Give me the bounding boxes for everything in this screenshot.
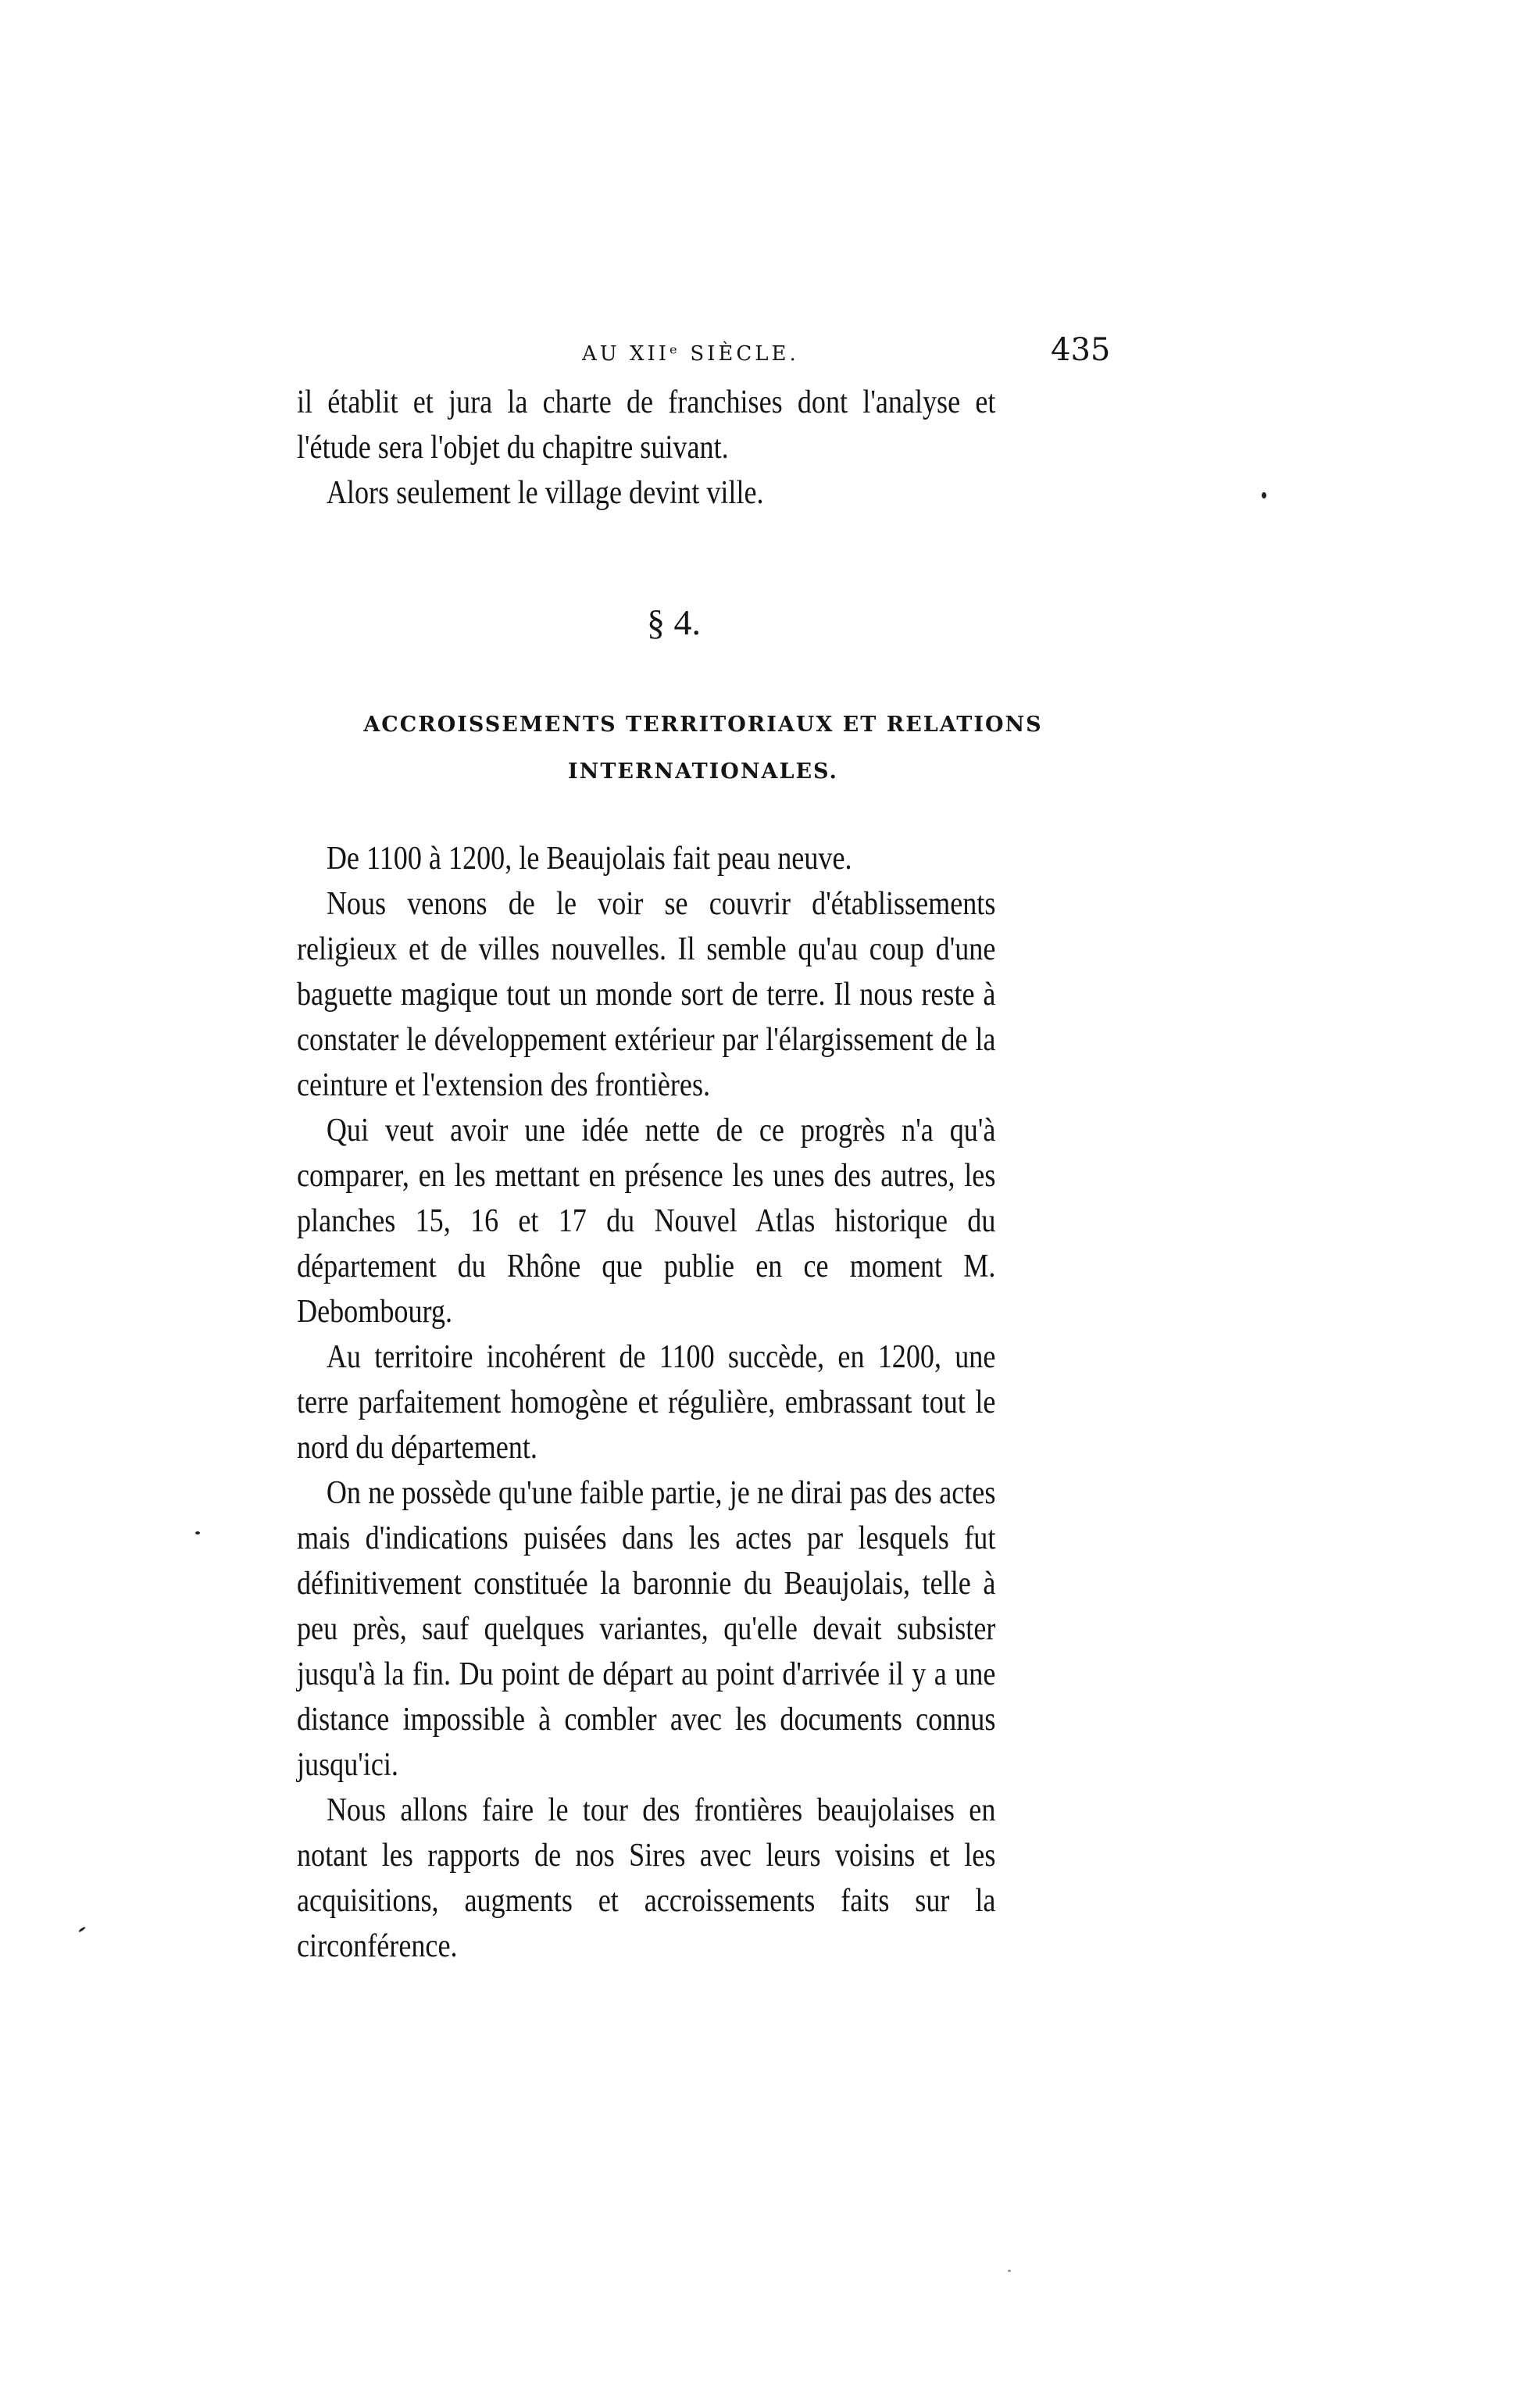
paragraph: On ne possède qu'une faible partie, je ne dirai pas des actes mais d'indications puisées dans les actes par lesquels fut définitivement constituée la baronnie du Beaujolais, telle à peu près, sauf quelques variantes, qu'elle devait subsister jusqu'à la fin. Du point de départ au point d'arrivée il y a une distance impossible à combler avec les documents connus jusqu'ici.	[297, 1475, 996, 1783]
paragraph: Au territoire incohérent de 1100 succède, en 1200, une terre parfaitement homogène et régulière, embrassant tout le nord du département.	[297, 1339, 996, 1466]
running-head: AU XIIᵉ SIÈCLE.	[582, 342, 799, 366]
section-heading-line: INTERNATIONALES.	[568, 759, 838, 784]
page-number: 435	[1051, 332, 1111, 368]
paragraph: Qui veut avoir une idée nette de ce progrès n'a qu'à comparer, en les mettant en présence les unes des autres, les planches 15, 16 et 17 du Nouvel Atlas historique du département du Rhône que publie en ce moment M. Debombourg.	[297, 1113, 996, 1330]
section-heading	[297, 702, 1109, 795]
paragraph: Nous allons faire le tour des frontières beaujolaises en notant les rapports de nos Sires avec leurs voisins et les acquisitions, augments et accroissements faits sur la circonférence.	[297, 1792, 996, 1964]
body-text	[297, 836, 995, 1969]
print-speck	[78, 1926, 86, 1932]
section-mark: § 4.	[647, 602, 701, 642]
print-speck	[1262, 492, 1266, 498]
paragraph: il établit et jura la charte de franchises dont l'analyse et l'étude sera l'objet du chapitre suivant.	[297, 384, 996, 466]
print-speck	[1008, 2270, 1011, 2272]
print-speck	[195, 1531, 200, 1534]
paragraph: De 1100 à 1200, le Beaujolais fait peau neuve.	[326, 841, 852, 877]
intro-text	[297, 380, 995, 516]
paragraph: Alors seulement le village devint ville.	[326, 475, 764, 511]
paragraph: Nous venons de le voir se couvrir d'établissements religieux et de villes nouvelles. Il semble qu'au coup d'une baguette magique tout un monde sort de terre. Il nous reste à constater le développement extérieur par l'élargissement de la ceinture et l'extension des frontières.	[297, 886, 996, 1103]
section-heading-line: ACCROISSEMENTS TERRITORIAUX ET RELATIONS	[363, 713, 1043, 737]
